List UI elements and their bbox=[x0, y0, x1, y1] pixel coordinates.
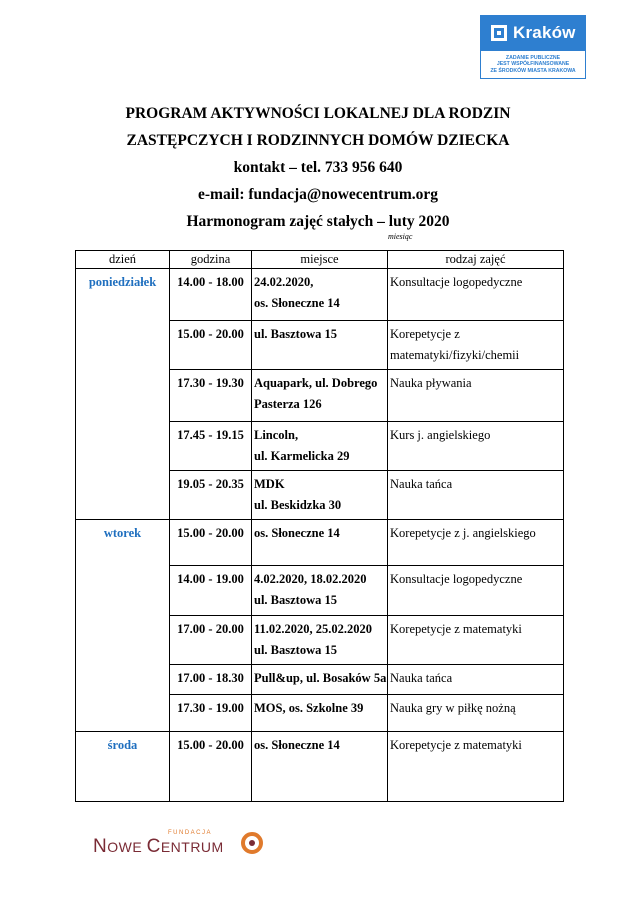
day-cell: wtorek bbox=[76, 520, 170, 566]
hour-cell: 15.00 - 20.00 bbox=[170, 321, 252, 370]
column-header: miejsce bbox=[252, 251, 388, 269]
hour-cell: 14.00 - 18.00 bbox=[170, 269, 252, 321]
place-cell bbox=[252, 732, 388, 802]
day-cell bbox=[76, 471, 170, 520]
place-line: ul. Beskidzka 30 bbox=[254, 498, 342, 512]
activity-cell: Korepetycje z matematyki bbox=[388, 732, 564, 802]
place-line: Pull&up, ul. Bosaków 5a bbox=[254, 671, 387, 685]
day-cell bbox=[76, 370, 170, 422]
place-line: os. Słoneczne 14 bbox=[254, 738, 340, 752]
place-cell bbox=[252, 269, 388, 321]
hour-cell: 17.00 - 18.30 bbox=[170, 665, 252, 695]
place-cell bbox=[252, 616, 388, 665]
day-cell: poniedziałek bbox=[76, 269, 170, 321]
badge-line: ZE ŚRODKÓW MIASTA KRAKOWA bbox=[490, 67, 576, 74]
place-line: ul. Basztowa 15 bbox=[254, 643, 337, 657]
activity-cell: Nauka tańca bbox=[388, 471, 564, 520]
hour-cell: 17.45 - 19.15 bbox=[170, 422, 252, 471]
schedule-title: Harmonogram zajęć stałych – luty 2020 bbox=[186, 213, 450, 230]
badge-line: JEST WSPÓŁFINANSOWANE bbox=[496, 61, 570, 68]
table-row bbox=[76, 695, 564, 732]
hour-cell: 17.00 - 20.00 bbox=[170, 616, 252, 665]
logo-part: ENTRUM bbox=[160, 839, 224, 855]
place-cell bbox=[252, 471, 388, 520]
krakow-badge-caption bbox=[480, 51, 586, 79]
place-line: Aquapark, ul. Dobrego bbox=[254, 376, 378, 390]
table-row bbox=[76, 471, 564, 520]
day-cell bbox=[76, 566, 170, 616]
table-row bbox=[76, 422, 564, 471]
place-line: 11.02.2020, 25.02.2020 bbox=[254, 622, 373, 636]
column-header: godzina bbox=[170, 251, 252, 269]
activity-cell: Konsultacje logopedyczne bbox=[388, 269, 564, 321]
activity-cell: Korepetycje z matematyki bbox=[388, 616, 564, 665]
hour-cell: 15.00 - 20.00 bbox=[170, 732, 252, 802]
logo-letter: C bbox=[146, 836, 161, 857]
day-cell bbox=[76, 695, 170, 732]
activity-cell: Kurs j. angielskiego bbox=[388, 422, 564, 471]
place-cell bbox=[252, 695, 388, 732]
place-line: os. Słoneczne 14 bbox=[254, 296, 340, 310]
place-line: MOS, os. Szkolne 39 bbox=[254, 701, 364, 715]
place-line: 24.02.2020, bbox=[254, 275, 314, 289]
logo-circle-icon bbox=[241, 832, 263, 854]
place-cell bbox=[252, 370, 388, 422]
day-cell bbox=[76, 422, 170, 471]
place-line: 4.02.2020, 18.02.2020 bbox=[254, 572, 367, 586]
place-line: ul. Basztowa 15 bbox=[254, 327, 337, 341]
badge-line: ZADANIE PUBLICZNE bbox=[505, 54, 561, 61]
place-cell bbox=[252, 520, 388, 566]
day-cell bbox=[76, 665, 170, 695]
place-line: ul. Basztowa 15 bbox=[254, 593, 337, 607]
place-line: ul. Karmelicka 29 bbox=[254, 449, 350, 463]
day-cell: środa bbox=[76, 732, 170, 802]
place-cell bbox=[252, 422, 388, 471]
hour-cell: 17.30 - 19.30 bbox=[170, 370, 252, 422]
hour-cell: 14.00 - 19.00 bbox=[170, 566, 252, 616]
activity-cell: Nauka pływania bbox=[388, 370, 564, 422]
place-cell bbox=[252, 665, 388, 695]
program-title-line2: ZASTĘPCZYCH I RODZINNYCH DOMÓW DZIECKA bbox=[126, 132, 510, 149]
logo-fund-label: FUNDACJA bbox=[168, 830, 213, 836]
hour-cell: 17.30 - 19.00 bbox=[170, 695, 252, 732]
krakow-word: Kraków bbox=[513, 23, 576, 42]
place-line: Pasterza 126 bbox=[254, 397, 322, 411]
day-cell bbox=[76, 321, 170, 370]
table-header-row bbox=[76, 251, 564, 269]
table-row bbox=[76, 665, 564, 695]
place-line: MDK bbox=[254, 477, 285, 491]
hour-cell: 15.00 - 20.00 bbox=[170, 520, 252, 566]
schedule-table bbox=[75, 250, 564, 802]
hour-cell: 19.05 - 20.35 bbox=[170, 471, 252, 520]
logo-letter: N bbox=[93, 836, 108, 857]
place-cell bbox=[252, 566, 388, 616]
column-header: rodzaj zajęć bbox=[388, 251, 564, 269]
table-row bbox=[76, 616, 564, 665]
logo-part: OWE bbox=[107, 839, 147, 855]
krakow-badge bbox=[480, 15, 586, 79]
logo-name bbox=[93, 836, 224, 858]
krakow-badge-header bbox=[480, 15, 586, 51]
place-line: Lincoln, bbox=[254, 428, 299, 442]
table-row bbox=[76, 370, 564, 422]
document-header bbox=[0, 100, 636, 208]
day-cell bbox=[76, 616, 170, 665]
place-line: os. Słoneczne 14 bbox=[254, 526, 340, 540]
program-title-line1: PROGRAM AKTYWNOŚCI LOKALNEJ DLA RODZIN bbox=[125, 105, 511, 122]
contact-phone: kontakt – tel. 733 956 640 bbox=[233, 159, 403, 176]
activity-cell: Konsultacje logopedyczne bbox=[388, 566, 564, 616]
table-row bbox=[76, 566, 564, 616]
table-row bbox=[76, 732, 564, 802]
krakow-logo-icon bbox=[491, 25, 507, 41]
activity-cell: Nauka tańca bbox=[388, 665, 564, 695]
place-cell bbox=[252, 321, 388, 370]
month-note: miesiąc bbox=[388, 232, 413, 241]
column-header: dzień bbox=[76, 251, 170, 269]
table-row bbox=[76, 520, 564, 566]
contact-email: e-mail: fundacja@nowecentrum.org bbox=[198, 186, 438, 203]
activity-cell: Korepetycje z j. angielskiego bbox=[388, 520, 564, 566]
activity-cell: Nauka gry w piłkę nożną bbox=[388, 695, 564, 732]
table-row bbox=[76, 321, 564, 370]
table-row bbox=[76, 269, 564, 321]
activity-cell: Korepetycje z matematyki/fizyki/chemii bbox=[388, 321, 564, 370]
